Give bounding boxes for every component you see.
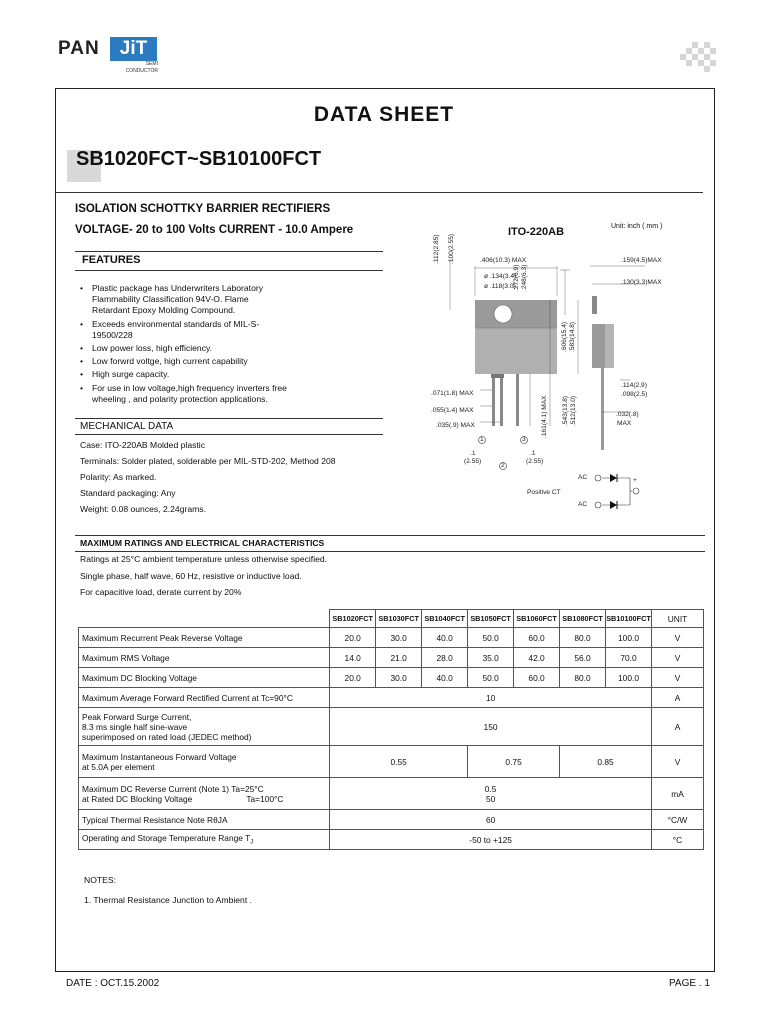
page-title: DATA SHEET <box>313 103 455 126</box>
ratings-note: For capacitive load, derate current by 20% <box>80 587 242 597</box>
table-cell: °C <box>652 830 704 850</box>
list-item: • Plastic package has Underwriters Laboratory Flammability Classification 94V-O. Flame Retardant Epoxy Molding Compound. <box>80 283 264 316</box>
dim-label: .159(4.5)MAX <box>621 257 662 264</box>
table-header-row <box>79 610 704 628</box>
part-number: SB1020FCT~SB10100FCT <box>76 148 322 170</box>
cell-line: 50 <box>485 793 496 804</box>
cell-line: 8.3 ms single half sine-wave <box>82 721 188 732</box>
table-row <box>79 778 704 810</box>
table-cell: V <box>652 668 704 688</box>
table-row <box>79 648 704 668</box>
cell-line: superimposed on rated load (JEDEC method) <box>82 731 252 742</box>
table-cell: V <box>652 628 704 648</box>
table-cell: 14.0 <box>330 648 376 668</box>
table-cell: 70.0 <box>606 648 652 668</box>
cell-line <box>82 794 326 804</box>
cell-line: Maximum DC Reverse Current (Note 1) Ta=25°C <box>82 783 264 794</box>
logo-jit: JiT <box>110 37 157 61</box>
pin-label: 3 <box>522 436 526 443</box>
table-cell: Maximum Recurrent Peak Reverse Voltage <box>79 628 330 648</box>
cell-text: Operating and Storage Temperature Range T <box>82 833 251 844</box>
table-cell: 40.0 <box>422 668 468 688</box>
notes-heading: NOTES: <box>84 875 116 885</box>
table-row <box>79 668 704 688</box>
table-cell: 100.0 <box>606 628 652 648</box>
circuit-label: AC <box>578 501 588 508</box>
table-row <box>79 688 704 708</box>
table-cell: 80.0 <box>560 628 606 648</box>
cell-line: at 5.0A per element <box>82 761 155 772</box>
dim-label: .1 <box>530 450 536 457</box>
ratings-note: Ratings at 25°C ambient temperature unless otherwise specified. <box>80 554 328 564</box>
table-header-cell: SB1030FCT <box>376 610 422 628</box>
table-cell: 42.0 <box>514 648 560 668</box>
pin-label: 2 <box>501 462 505 469</box>
features-list <box>80 283 410 407</box>
dim-label: MAX <box>617 420 632 427</box>
list-item: Case: ITO-220AB Molded plastic <box>80 440 205 450</box>
table-cell: 60.0 <box>514 628 560 648</box>
dim-label: ø .118(3.0) <box>484 283 516 290</box>
list-item: Standard packaging: Any <box>80 488 176 498</box>
table-cell <box>330 778 652 810</box>
table-cell: 40.0 <box>422 628 468 648</box>
table-header-cell <box>79 610 330 628</box>
table-cell <box>79 778 330 810</box>
dim-label: .032(.8) <box>616 411 639 418</box>
table-header-cell: SB1040FCT <box>422 610 468 628</box>
table-cell: Maximum RMS Voltage <box>79 648 330 668</box>
mechanical-list <box>80 437 336 517</box>
logo-sub-2: CONDUCTOR <box>125 68 158 74</box>
table-cell: 0.85 <box>560 746 652 778</box>
circuit-label: + <box>633 477 637 484</box>
ratings-table <box>78 609 704 850</box>
cell-line: 0.5 <box>484 783 497 794</box>
table-cell: Typical Thermal Resistance Note RθJA <box>79 810 330 830</box>
table-row <box>79 708 704 746</box>
mechanical-heading: MECHANICAL DATA <box>80 421 174 432</box>
table-cell: 20.0 <box>330 628 376 648</box>
subtitle: ISOLATION SCHOTTKY BARRIER RECTIFIERS <box>75 203 331 215</box>
notes-item: 1. Thermal Resistance Junction to Ambient . <box>84 895 252 905</box>
dim-label: .100(2.55) <box>448 233 455 264</box>
dim-label: ø .134(3.4) <box>484 273 517 280</box>
features-heading: FEATURES <box>82 254 141 266</box>
dim-label: (2.55) <box>464 458 482 465</box>
table-cell: Maximum Average Forward Rectified Current at Tc=90°C <box>79 688 330 708</box>
list-item: • High surge capacity. <box>80 369 170 380</box>
dim-label: .055(1.4) MAX <box>431 407 474 414</box>
list-item: • Low forwrd voltge, high current capability <box>80 356 248 367</box>
table-header-cell: SB1020FCT <box>330 610 376 628</box>
table-cell: -50 to +125 <box>330 830 652 850</box>
table-cell: 21.0 <box>376 648 422 668</box>
package-unit: Unit: inch ( mm ) <box>611 223 663 230</box>
dim-label: .1 <box>470 450 476 457</box>
cell-text: J <box>250 839 254 846</box>
list-item: • Low power loss, high efficiency. <box>80 343 213 354</box>
table-row <box>79 830 704 850</box>
table-header-cell: SB1060FCT <box>514 610 560 628</box>
table-row <box>79 810 704 830</box>
pin-label: 1 <box>480 436 484 443</box>
dim-label: .583(14.8) <box>569 321 576 352</box>
table-cell: mA <box>652 778 704 810</box>
table-cell: 10 <box>330 688 652 708</box>
divider <box>75 551 705 552</box>
dim-label: .543(13.8) <box>562 395 569 426</box>
dim-label: .112(2.85) <box>433 234 440 264</box>
table-cell: 50.0 <box>468 668 514 688</box>
table-cell: V <box>652 648 704 668</box>
cell-line: Maximum Instantaneous Forward Voltage <box>82 751 237 762</box>
cell-line: Peak Forward Surge Current, <box>82 711 192 722</box>
table-cell: 80.0 <box>560 668 606 688</box>
logo-pan: PAN <box>58 38 100 59</box>
table-cell: °C/W <box>652 810 704 830</box>
ratings-heading: MAXIMUM RATINGS AND ELECTRICAL CHARACTERISTICS <box>80 538 325 548</box>
table-cell: 35.0 <box>468 648 514 668</box>
footer-page: PAGE . 1 <box>669 978 710 989</box>
divider <box>75 434 383 435</box>
dim-label: .248(6.3) <box>521 264 528 291</box>
table-cell: 50.0 <box>468 628 514 648</box>
table-cell: 20.0 <box>330 668 376 688</box>
table-cell <box>79 708 330 746</box>
dim-label: .512(13.0) <box>570 395 577 426</box>
logo-subtitle <box>114 61 158 75</box>
list-item: • For use in low voltage,high frequency inverters free wheeling , and polarity protection applications. <box>80 382 287 404</box>
logo-sub-1: SEMI <box>145 61 158 67</box>
table-header-cell: UNIT <box>652 610 704 628</box>
dim-label: .406(10.3) MAX <box>480 257 527 264</box>
circuit-label: AC <box>578 474 588 481</box>
cell-text: Ta=100°C <box>246 793 284 804</box>
footer-date: DATE : OCT.15.2002 <box>66 978 160 989</box>
dim-label: .035(.9) MAX <box>436 422 475 429</box>
table-cell: 60 <box>330 810 652 830</box>
table-cell: 0.55 <box>330 746 468 778</box>
table-cell: 60.0 <box>514 668 560 688</box>
table-cell: Maximum DC Blocking Voltage <box>79 668 330 688</box>
table-cell: 150 <box>330 708 652 746</box>
table-cell: 30.0 <box>376 668 422 688</box>
list-item: Terminals: Solder plated, solderable per MIL-STD-202, Method 208 <box>80 456 336 466</box>
package-diagram <box>420 240 710 515</box>
package-name: ITO-220AB <box>508 226 565 238</box>
table-cell <box>79 830 330 850</box>
circuit-label: Positive CT <box>527 489 561 496</box>
voltage-line: VOLTAGE- 20 to 100 Volts CURRENT - 10.0 Ampere <box>75 224 354 236</box>
table-row <box>79 628 704 648</box>
dim-label: .606(15.4) <box>561 321 568 352</box>
table-header-cell: SB1080FCT <box>560 610 606 628</box>
table-header-cell: SB10100FCT <box>606 610 652 628</box>
table-row <box>79 746 704 778</box>
list-item: Weight: 0.08 ounces, 2.24grams. <box>80 504 206 514</box>
dim-label: .071(1.8) MAX <box>431 390 474 397</box>
table-cell: 56.0 <box>560 648 606 668</box>
dim-label: .098(2.5) <box>621 391 648 398</box>
list-item: Polarity: As marked. <box>80 472 157 482</box>
ratings-note: Single phase, half wave, 60 Hz, resistive or inductive load. <box>80 571 302 581</box>
table-header-cell: SB1050FCT <box>468 610 514 628</box>
divider <box>75 418 383 419</box>
table-cell: 30.0 <box>376 628 422 648</box>
table-cell: 100.0 <box>606 668 652 688</box>
table-cell: 0.75 <box>468 746 560 778</box>
dim-label: (2.55) <box>526 458 544 465</box>
table-cell: A <box>652 708 704 746</box>
cell-text: at Rated DC Blocking Voltage <box>82 793 193 804</box>
divider <box>55 192 703 193</box>
table-cell: V <box>652 746 704 778</box>
dim-label: .130(3.3)MAX <box>621 279 662 286</box>
table-cell: A <box>652 688 704 708</box>
decor-squares-icon <box>680 42 716 72</box>
table-cell: 28.0 <box>422 648 468 668</box>
dim-label: .272(6.9) <box>513 264 520 291</box>
divider <box>75 535 705 536</box>
divider <box>75 251 383 252</box>
dim-label: .161(4.1) MAX <box>541 395 548 438</box>
divider <box>75 270 383 271</box>
table-cell <box>79 746 330 778</box>
dim-label: .114(2.9) <box>621 382 647 389</box>
list-item: • Exceeds environmental standards of MIL-S-19500/228 <box>80 318 260 340</box>
